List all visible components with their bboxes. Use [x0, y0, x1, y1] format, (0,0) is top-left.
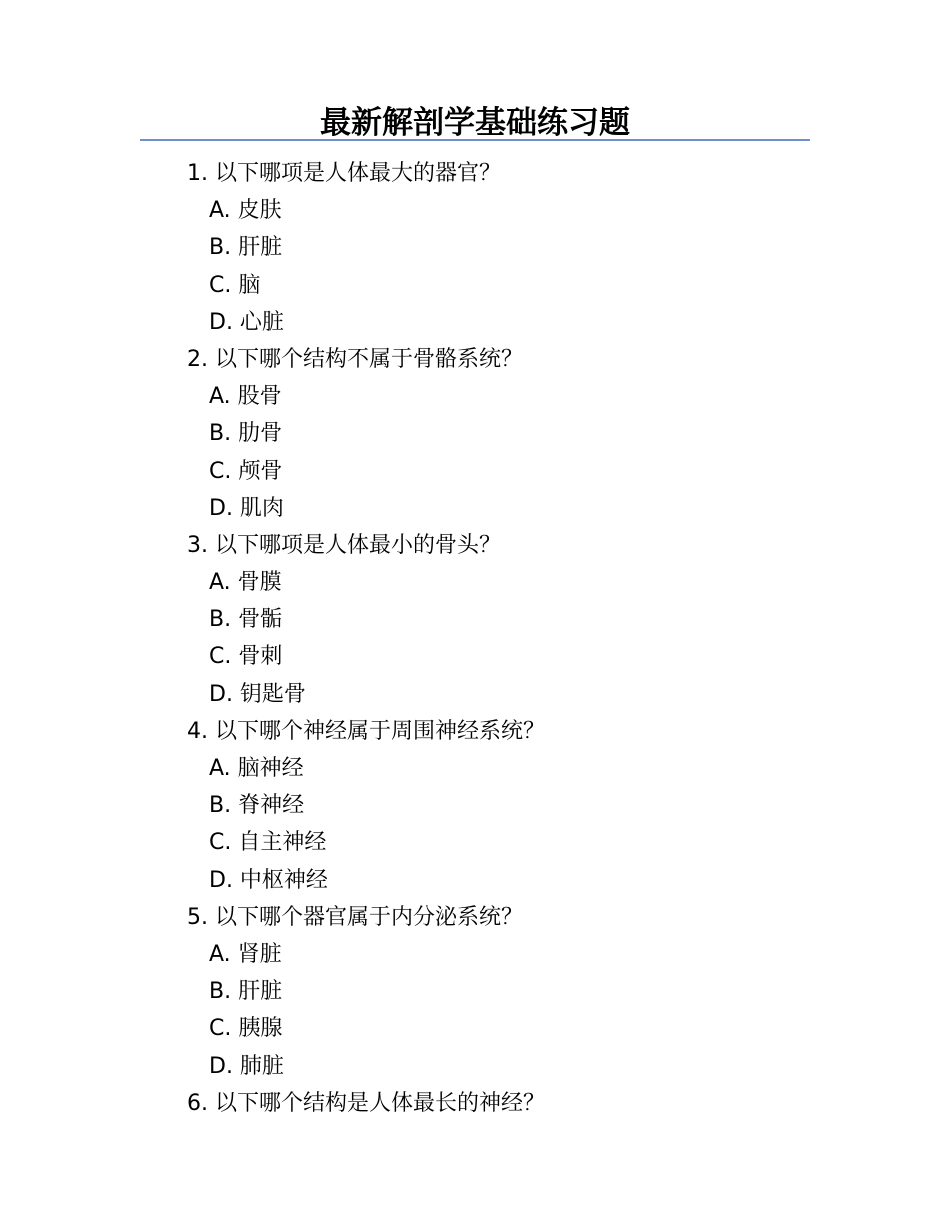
option-c: C. 颅骨	[209, 458, 283, 484]
option-b: B. 肋骨	[209, 421, 283, 447]
option-list	[187, 564, 827, 713]
option-d: D. 肺脏	[209, 1053, 284, 1079]
option-c: C. 骨刺	[209, 644, 283, 670]
question-6	[187, 1085, 827, 1122]
question-3	[187, 527, 827, 713]
option-a: A. 皮肤	[209, 198, 282, 224]
title-underline	[140, 139, 810, 141]
question-text: 3. 以下哪项是人体最小的骨头？	[187, 532, 501, 558]
option-a: A. 肾脏	[209, 941, 282, 967]
option-a: A. 脑神经	[209, 756, 304, 781]
question-text: 1. 以下哪项是人体最大的器官？	[187, 161, 501, 186]
question-1	[187, 155, 827, 341]
question-list	[187, 155, 827, 1122]
option-list	[187, 192, 827, 341]
question-text: 4. 以下哪个神经属于周围神经系统？	[187, 718, 545, 744]
option-c: C. 脑	[209, 272, 261, 298]
question-text: 6. 以下哪个结构是人体最长的神经？	[187, 1090, 545, 1116]
option-c: C. 自主神经	[209, 830, 327, 856]
option-list	[187, 936, 827, 1085]
document-title: 最新解剖学基础练习题	[320, 105, 630, 141]
question-4	[187, 713, 827, 899]
question-2	[187, 341, 827, 527]
option-b: B. 脊神经	[209, 793, 305, 819]
option-d: D. 心脏	[209, 309, 284, 335]
option-a: A. 股骨	[209, 384, 282, 410]
option-b: B. 肝脏	[209, 979, 283, 1005]
option-b: B. 骨骺	[209, 607, 283, 633]
option-d: D. 肌肉	[209, 495, 284, 521]
option-b: B. 肝脏	[209, 235, 283, 261]
option-a: A. 骨膜	[209, 570, 282, 596]
option-list	[187, 378, 827, 527]
option-d: D. 中枢神经	[209, 867, 328, 893]
option-c: C. 胰腺	[209, 1016, 283, 1042]
question-text: 5. 以下哪个器官属于内分泌系统？	[187, 904, 523, 930]
question-text: 2. 以下哪个结构不属于骨骼系统？	[187, 346, 523, 372]
option-list	[187, 750, 827, 899]
question-5	[187, 899, 827, 1085]
option-d: D. 钥匙骨	[209, 681, 306, 707]
